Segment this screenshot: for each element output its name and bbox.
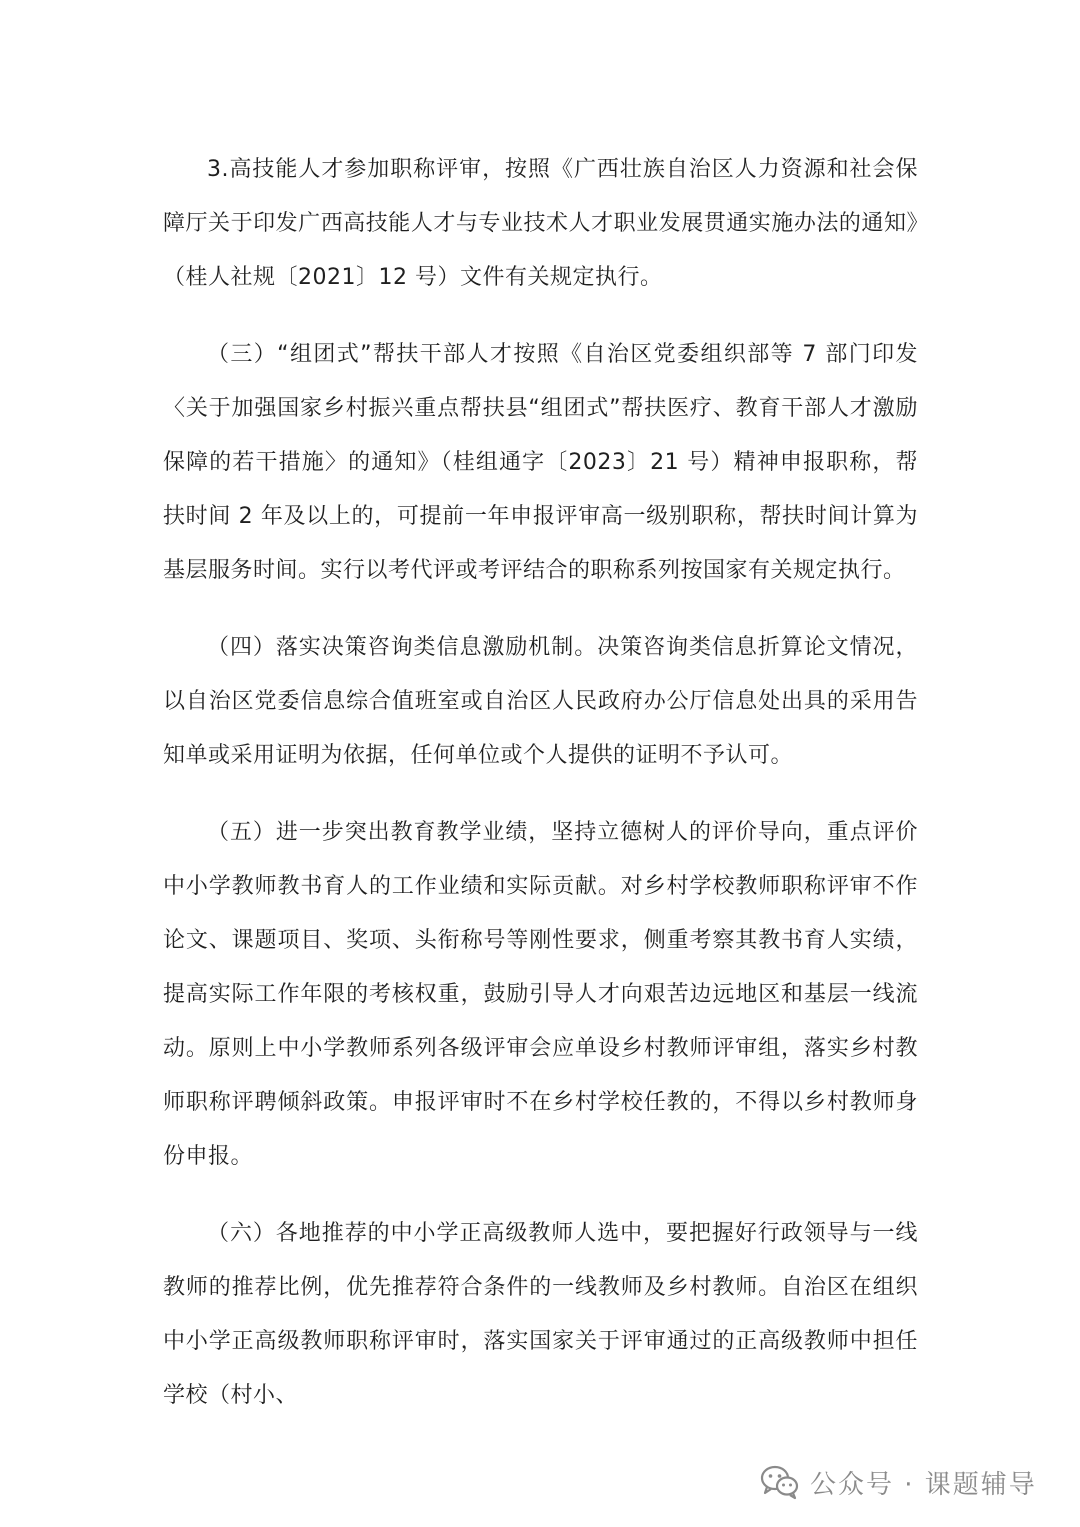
paragraph-section-4: （四）落实决策咨询类信息激励机制。决策咨询类信息折算论文情况，以自治区党委信息综合值班室或自治区人民政府办公厅信息处出具的采用告知单或采用证明为依据，任何单位或个人提供的证明不予认可。 xyxy=(163,635,918,768)
paragraph-section-3: （三）“组团式”帮扶干部人才按照《自治区党委组织部等 7 部门印发〈关于加强国家乡村振兴重点帮扶县“组团式”帮扶医疗、教育干部人才激励保障的若干措施〉的通知》（桂组通字〔2023〕21 号）精神申报职称，帮扶时间 2 年及以上的，可提前一年申报评审高一级别职称，帮扶时间计算为基层服务时间。实行以考代评或考评结合的职称系列按国家有关规定执行。 xyxy=(163,342,918,583)
wechat-icon xyxy=(760,1464,800,1500)
wechat-watermark xyxy=(760,1457,1037,1507)
watermark-text: 公众号 · 课题辅导 xyxy=(810,1469,1037,1500)
document-body xyxy=(163,143,918,1423)
paragraph-section-6: （六）各地推荐的中小学正高级教师人选中，要把握好行政领导与一线教师的推荐比例，优先推荐符合条件的一线教师及乡村教师。自治区在组织中小学正高级教师职称评审时，落实国家关于评审通过的正高级教师中担任学校（村小、 xyxy=(163,1221,918,1408)
paragraph-section-5: （五）进一步突出教育教学业绩，坚持立德树人的评价导向，重点评价中小学教师教书育人的工作业绩和实际贡献。对乡村学校教师职称评审不作论文、课题项目、奖项、头衔称号等刚性要求，侧重考察其教书育人实绩，提高实际工作年限的考核权重，鼓励引导人才向艰苦边远地区和基层一线流动。原则上中小学教师系列各级评审会应单设乡村教师评审组，落实乡村教师职称评聘倾斜政策。申报评审时不在乡村学校任教的，不得以乡村教师身份申报。 xyxy=(163,820,918,1169)
paragraph-high-skill-talent: 3.高技能人才参加职称评审，按照《广西壮族自治区人力资源和社会保障厅关于印发广西高技能人才与专业技术人才职业发展贯通实施办法的通知》（桂人社规〔2021〕12 号）文件有关规定执行。 xyxy=(163,157,918,290)
